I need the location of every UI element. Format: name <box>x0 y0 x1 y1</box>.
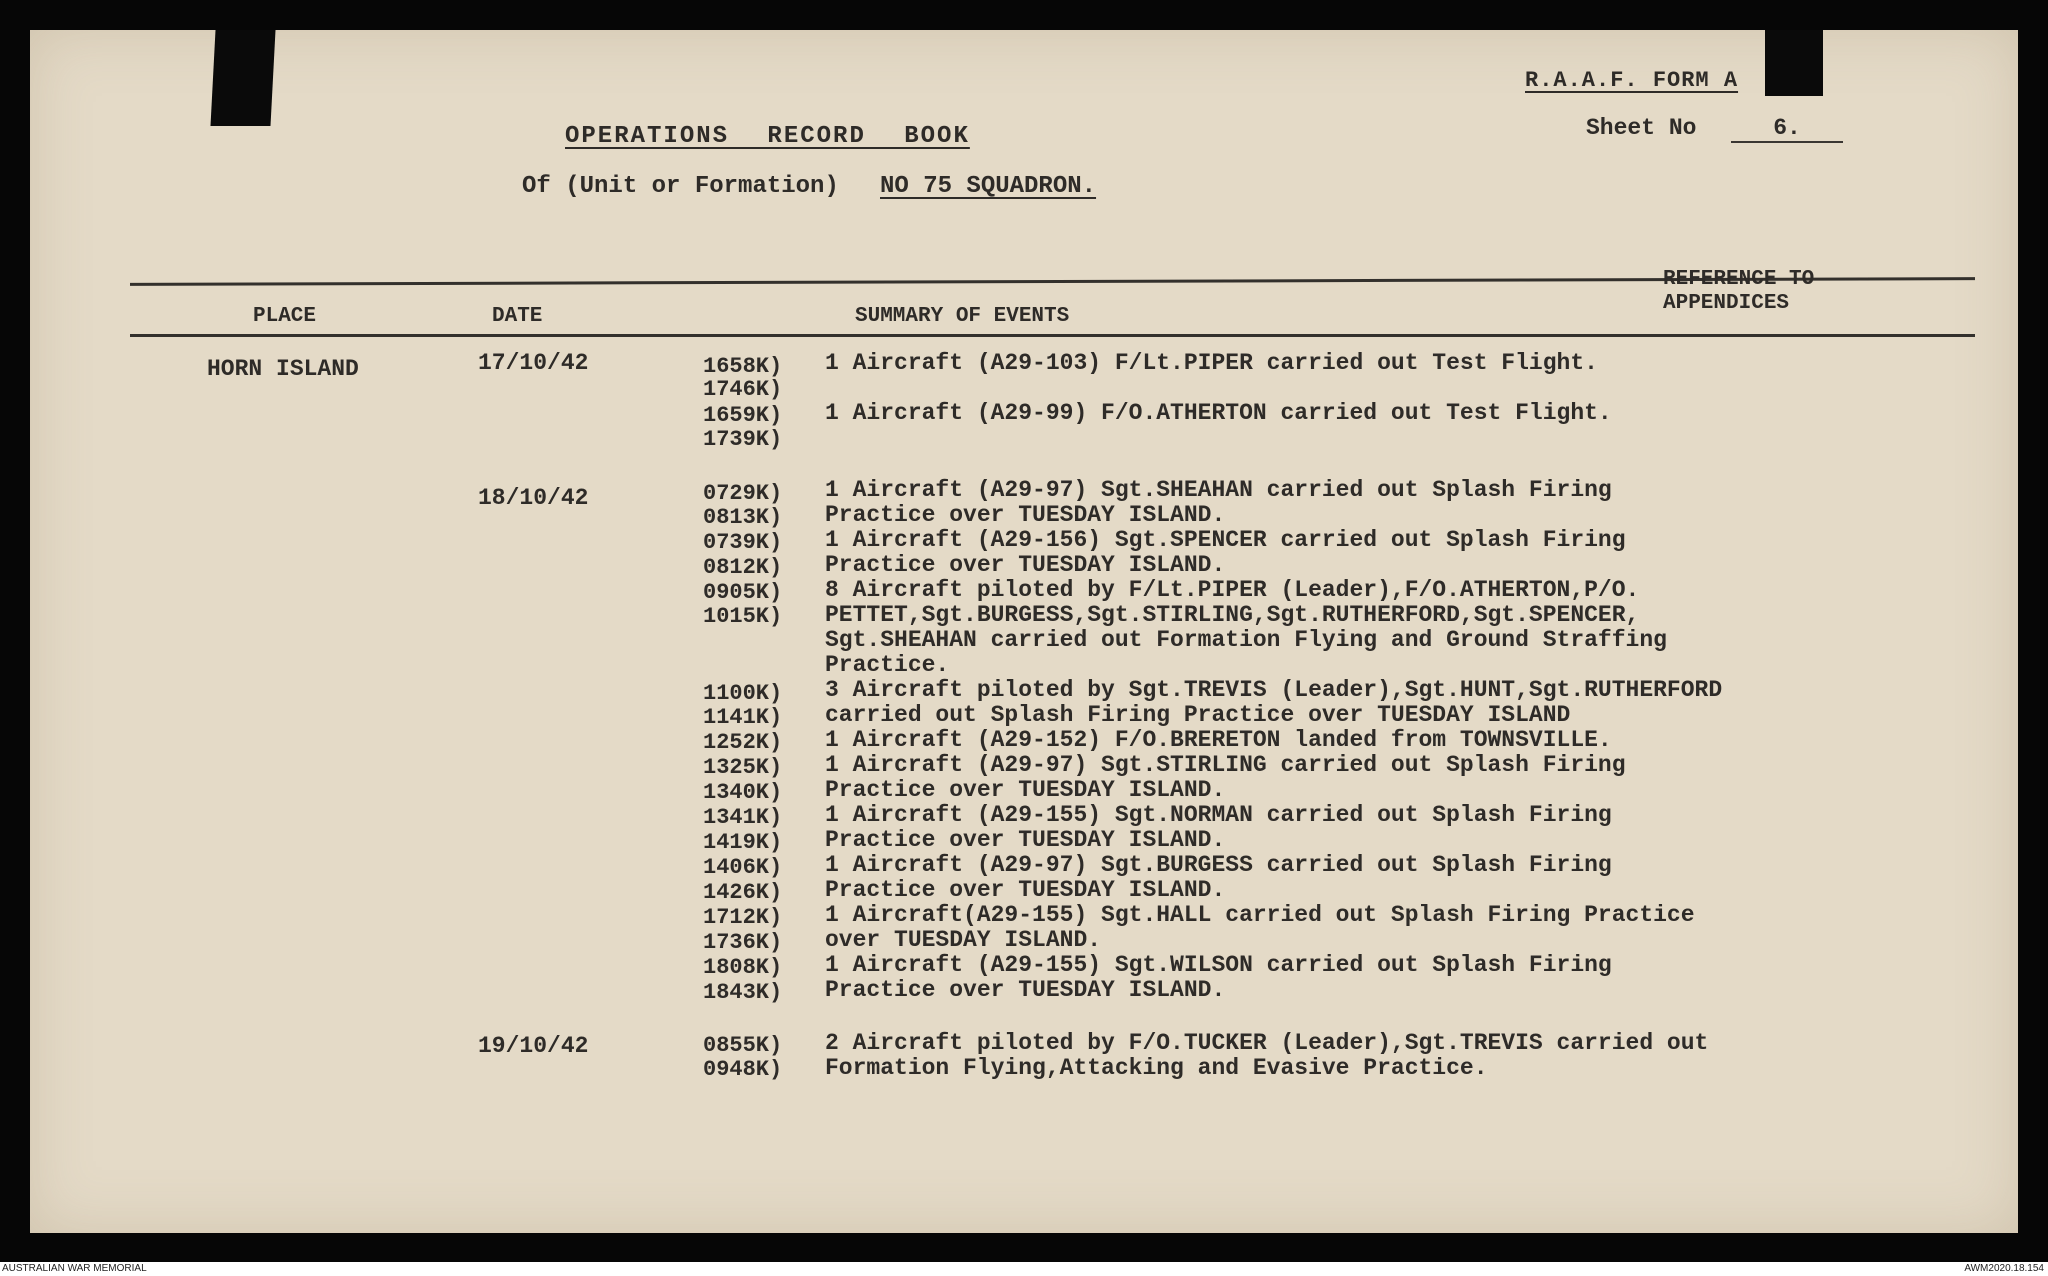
date-entry: 17/10/42 <box>478 350 589 376</box>
summary-line: 1 Aircraft (A29-156) Sgt.SPENCER carried out Splash Firing <box>825 527 1626 553</box>
time-entry: 1325K) <box>703 755 783 780</box>
document-title: OPERATIONS RECORD BOOK <box>565 123 970 150</box>
summary-line: Practice over TUESDAY ISLAND. <box>825 877 1226 903</box>
time-entry: 1426K) <box>703 880 783 905</box>
summary-line: Practice over TUESDAY ISLAND. <box>825 552 1226 578</box>
summary-line: 1 Aircraft (A29-97) Sgt.SHEAHAN carried out Splash Firing <box>825 477 1612 503</box>
place-entry: HORN ISLAND <box>207 356 359 382</box>
date-entry: 19/10/42 <box>478 1033 589 1059</box>
column-header-date: DATE <box>492 305 543 328</box>
binder-tab-right <box>1765 30 1823 96</box>
summary-line: 2 Aircraft piloted by F/O.TUCKER (Leader),Sgt.TREVIS carried out <box>825 1030 1709 1056</box>
time-entry: 1843K) <box>703 980 783 1005</box>
summary-line: 1 Aircraft (A29-155) Sgt.NORMAN carried out Splash Firing <box>825 802 1612 828</box>
time-entry: 0905K) <box>703 580 783 605</box>
archive-credit: AUSTRALIAN WAR MEMORIAL <box>2 1263 147 1274</box>
time-entry: 1659K) <box>703 403 783 428</box>
form-reference: R.A.A.F. FORM A <box>1525 68 1739 93</box>
summary-line: 1 Aircraft (A29-99) F/O.ATHERTON carried out Test Flight. <box>825 400 1612 426</box>
sheet-label: Sheet No <box>1586 115 1697 141</box>
summary-line: Formation Flying,Attacking and Evasive Practice. <box>825 1055 1488 1081</box>
summary-line: 1 Aircraft (A29-97) Sgt.STIRLING carried out Splash Firing <box>825 752 1626 778</box>
reference-line-2: APPENDICES <box>1663 292 1790 315</box>
summary-line: Practice over TUESDAY ISLAND. <box>825 502 1226 528</box>
summary-line: 8 Aircraft piloted by F/Lt.PIPER (Leader),F/O.ATHERTON,P/O. <box>825 577 1640 603</box>
time-entry: 1739K) <box>703 427 783 452</box>
time-entry: 1406K) <box>703 855 783 880</box>
time-entry: 0739K) <box>703 530 783 555</box>
column-header-summary: SUMMARY OF EVENTS <box>855 305 1070 328</box>
summary-line: 1 Aircraft (A29-152) F/O.BRERETON landed from TOWNSVILLE. <box>825 727 1612 753</box>
unit-label: Of (Unit or Formation) <box>522 173 839 200</box>
summary-line: 3 Aircraft piloted by Sgt.TREVIS (Leader),Sgt.HUNT,Sgt.RUTHERFORD <box>825 677 1723 703</box>
time-entry: 0948K) <box>703 1057 783 1082</box>
time-entry: 1015K) <box>703 604 783 629</box>
column-header-place: PLACE <box>253 305 317 328</box>
date-entry: 18/10/42 <box>478 485 589 511</box>
unit-value: NO 75 SQUADRON. <box>880 173 1097 200</box>
time-entry: 1419K) <box>703 830 783 855</box>
summary-line: 1 Aircraft (A29-155) Sgt.WILSON carried out Splash Firing <box>825 952 1612 978</box>
reference-line-1: REFERENCE TO <box>1663 268 1815 291</box>
summary-line: over TUESDAY ISLAND. <box>825 927 1102 953</box>
time-entry: 1100K) <box>703 681 783 706</box>
time-entry: 1341K) <box>703 805 783 830</box>
time-entry: 0855K) <box>703 1033 783 1058</box>
time-entry: 1340K) <box>703 780 783 805</box>
time-entry: 0729K) <box>703 481 783 506</box>
time-entry: 0813K) <box>703 505 783 530</box>
time-entry: 0812K) <box>703 555 783 580</box>
time-entry: 1712K) <box>703 905 783 930</box>
summary-line: Practice over TUESDAY ISLAND. <box>825 827 1226 853</box>
time-entry: 1141K) <box>703 705 783 730</box>
binder-tab-left <box>210 30 275 126</box>
summary-line: Practice. <box>825 652 950 678</box>
summary-line: Sgt.SHEAHAN carried out Formation Flying and Ground Straffing <box>825 627 1667 653</box>
document-page <box>30 30 2018 1233</box>
column-header-reference <box>1663 268 1814 316</box>
summary-line: 1 Aircraft (A29-103) F/Lt.PIPER carried out Test Flight. <box>825 350 1598 376</box>
time-entry: 1746K) <box>703 377 783 402</box>
archive-id: AWM2020.18.154 <box>1964 1263 2044 1274</box>
summary-line: carried out Splash Firing Practice over TUESDAY ISLAND <box>825 702 1571 728</box>
summary-line: Practice over TUESDAY ISLAND. <box>825 777 1226 803</box>
summary-line: Practice over TUESDAY ISLAND. <box>825 977 1226 1003</box>
summary-line: 1 Aircraft (A29-97) Sgt.BURGESS carried out Splash Firing <box>825 852 1612 878</box>
summary-line: 1 Aircraft(A29-155) Sgt.HALL carried out Splash Firing Practice <box>825 902 1695 928</box>
time-entry: 1808K) <box>703 955 783 980</box>
time-entry: 1736K) <box>703 930 783 955</box>
time-entry: 1658K) <box>703 354 783 379</box>
time-entry: 1252K) <box>703 730 783 755</box>
header-rule-bottom <box>130 334 1975 337</box>
sheet-number: 6. <box>1731 115 1843 143</box>
summary-line: PETTET,Sgt.BURGESS,Sgt.STIRLING,Sgt.RUTHERFORD,Sgt.SPENCER, <box>825 602 1640 628</box>
